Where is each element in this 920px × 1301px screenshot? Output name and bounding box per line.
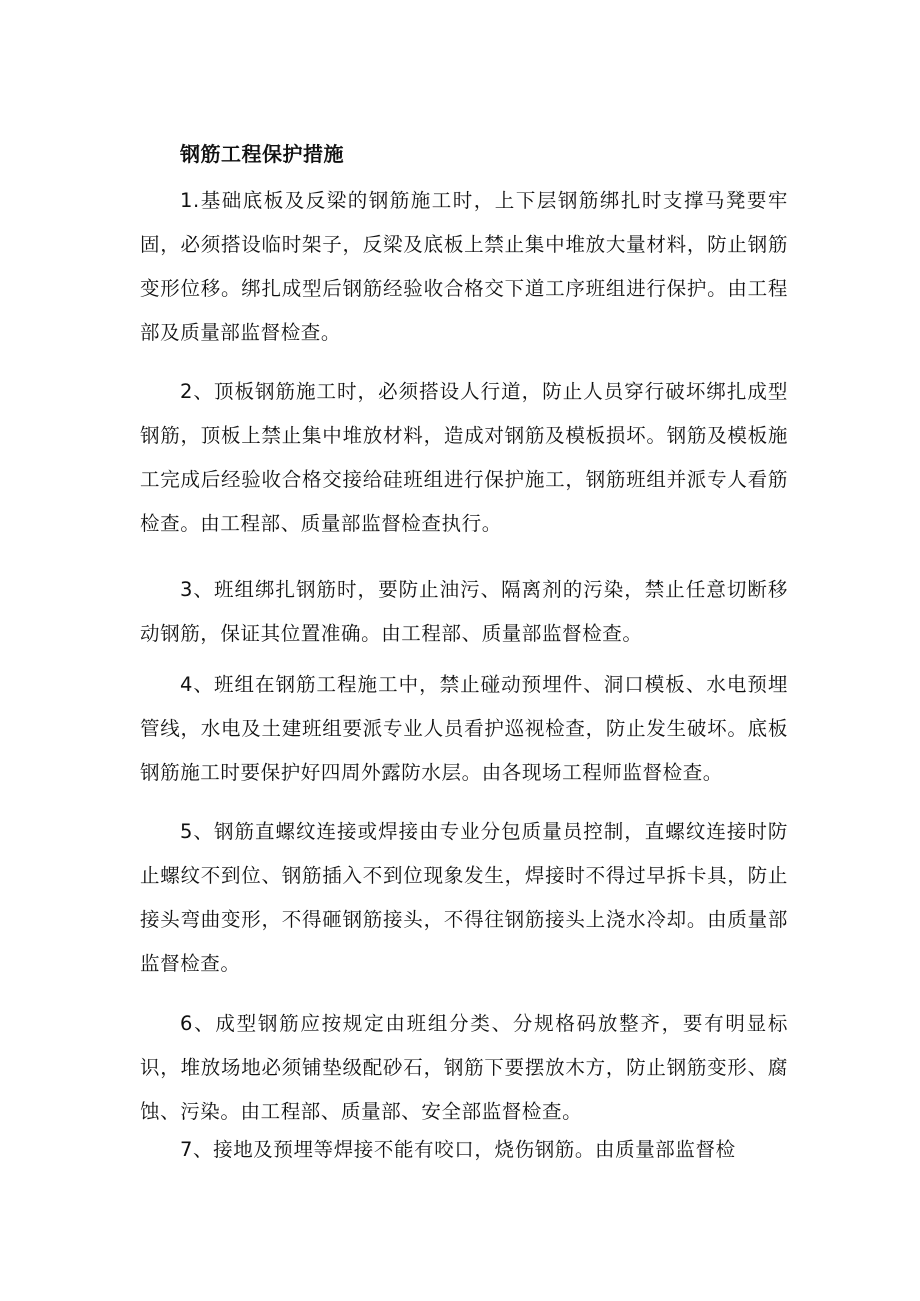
paragraph-3: 3、班组绑扎钢筋时，要防止油污、隔离剂的污染，禁止任意切断移动钢筋，保证其位置准确。由工程部、质量部监督检查。 <box>140 578 788 645</box>
paragraph-5: 5、钢筋直螺纹连接或焊接由专业分包质量员控制，直螺纹连接时防止螺纹不到位、钢筋插入不到位现象发生，焊接时不得过早拆卡具，防止接头弯曲变形，不得砸钢筋接头，不得往钢筋接头上浇水冷却。由质量部监督检查。 <box>140 820 788 975</box>
paragraph-4: 4、班组在钢筋工程施工中，禁止碰动预埋件、洞口模板、水电预埋管线，水电及土建班组要派专业人员看护巡视检查，防止发生破坏。底板钢筋施工时要保护好四周外露防水层。由各现场工程师监督检查。 <box>140 673 788 784</box>
paragraph-7: 7、接地及预埋等焊接不能有咬口，烧伤钢筋。由质量部监督检 <box>180 1138 736 1161</box>
paragraph-2: 2、顶板钢筋施工时，必须搭设人行道，防止人员穿行破坏绑扎成型钢筋，顶板上禁止集中堆放材料，造成对钢筋及模板损坏。钢筋及模板施工完成后经验收合格交接给硅班组进行保护施工，钢筋班组并派专人看筋检查。由工程部、质量部监督检查执行。 <box>140 380 788 535</box>
paragraph-1: 1.基础底板及反梁的钢筋施工时，上下层钢筋绑扎时支撑马凳要牢固，必须搭设临时架子，反梁及底板上禁止集中堆放大量材料，防止钢筋变形位移。绑扎成型后钢筋经验收合格交下道工序班组进行保护。由工程部及质量部监督检查。 <box>140 189 788 344</box>
document-title: 钢筋工程保护措施 <box>180 142 344 166</box>
paragraph-6: 6、成型钢筋应按规定由班组分类、分规格码放整齐，要有明显标识，堆放场地必须铺垫级配砂石，钢筋下要摆放木方，防止钢筋变形、腐蚀、污染。由工程部、质量部、安全部监督检查。 <box>140 1012 788 1123</box>
